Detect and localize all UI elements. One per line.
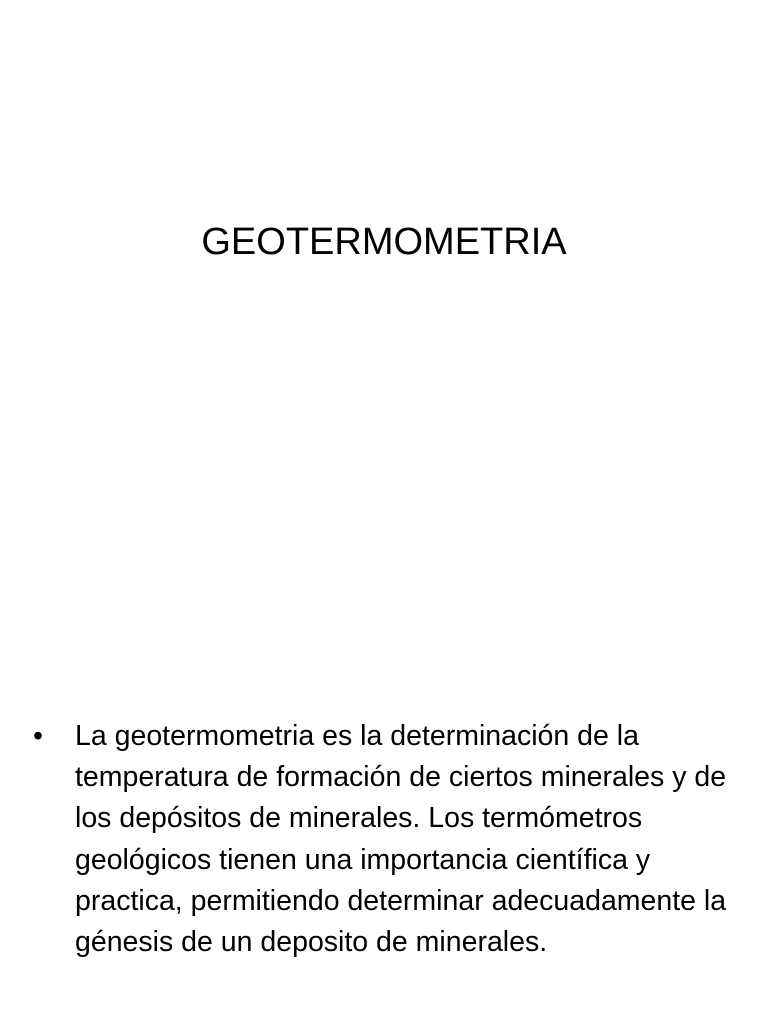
bullet-marker: •	[33, 720, 43, 752]
bullet-list	[28, 716, 728, 963]
bullet-text: La geotermometria es la determinación de la temperatura de formación de ciertos minerales y de los depósitos de minerales. Los termómetros geológicos tienen una importancia científica y practica, permitiendo determinar adecuadamente la génesis de un deposito de minerales.	[75, 720, 727, 959]
bullet-item	[28, 716, 728, 963]
slide-title: GEOTERMOMETRIA	[201, 221, 567, 263]
